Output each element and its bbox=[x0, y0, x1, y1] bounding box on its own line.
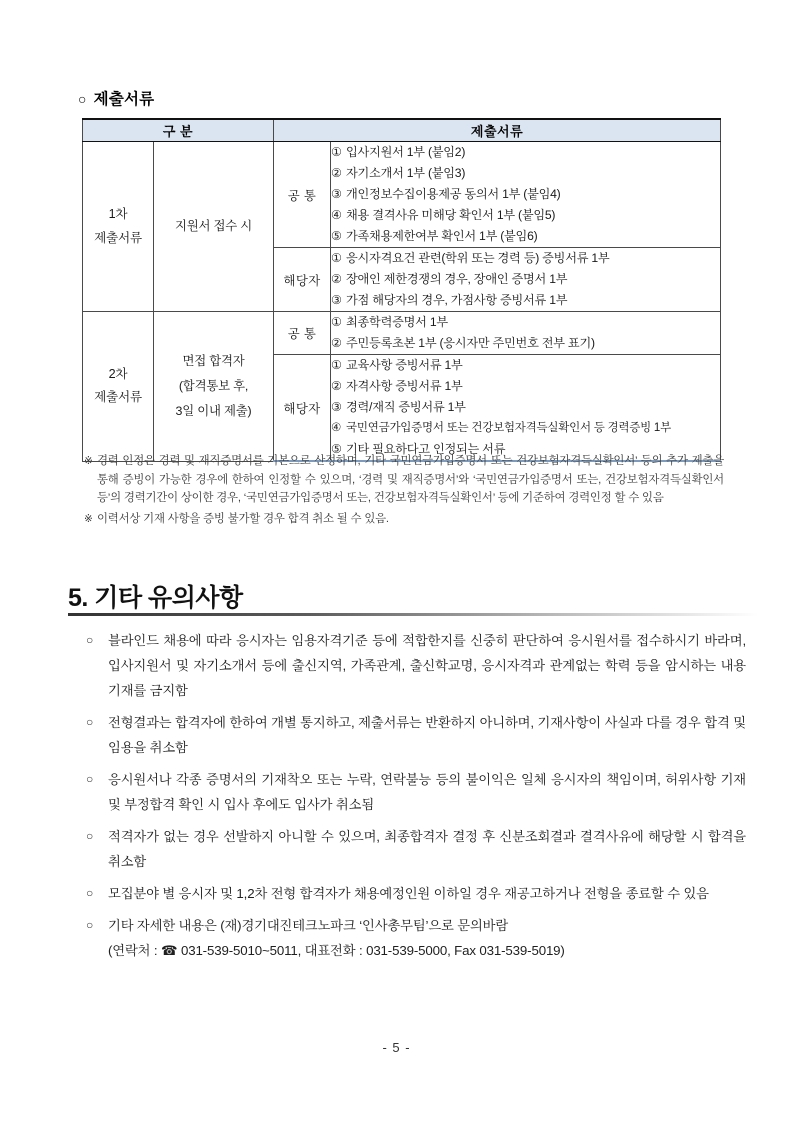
notice-bullet-text bbox=[108, 628, 746, 703]
circle-marker-icon: ○ bbox=[78, 91, 87, 107]
submission-documents-table bbox=[82, 118, 721, 462]
document-item-list bbox=[331, 142, 720, 247]
item-number: ② bbox=[331, 166, 342, 180]
table-cell-document-items bbox=[331, 355, 721, 462]
notice-bullet-text bbox=[108, 710, 746, 760]
notice-bullet bbox=[86, 710, 746, 760]
notice-bullet bbox=[86, 628, 746, 703]
item-number: ③ bbox=[331, 293, 342, 307]
timing-line: (합격통보 후, bbox=[178, 378, 249, 393]
heading-divider bbox=[68, 613, 758, 616]
document-item bbox=[331, 226, 720, 247]
document-item bbox=[331, 376, 720, 397]
item-text: 최종학력증명서 1부 bbox=[346, 315, 448, 329]
item-text: 응시자격요건 관련(학위 또는 경력 등) 증빙서류 1부 bbox=[346, 251, 610, 265]
item-text: 채용 결격사유 미해당 확인서 1부 (붙임5) bbox=[346, 208, 556, 222]
table-row bbox=[83, 312, 721, 355]
notice-bullet-line: 모집분야 별 응시자 및 1,2차 전형 합격자가 채용예정인원 이하일 경우 재공고하거나 전형을 종료할 수 있음 bbox=[108, 886, 709, 901]
notice-bullet bbox=[86, 913, 746, 963]
submission-documents-table-wrap bbox=[82, 118, 720, 462]
item-number: ② bbox=[331, 336, 342, 350]
item-text: 개인정보수집이용제공 동의서 1부 (붙임4) bbox=[346, 187, 561, 201]
submission-notes bbox=[84, 452, 724, 530]
document-item bbox=[331, 163, 720, 184]
table-cell-timing bbox=[154, 312, 274, 462]
document-item bbox=[331, 248, 720, 269]
notice-bullet-line: (연락처 : ☎ 031-539-5010~5011, 대표전화 : 031-539-5000, Fax 031-539-5019) bbox=[108, 943, 565, 958]
item-text: 장애인 제한경쟁의 경우, 장애인 증명서 1부 bbox=[346, 272, 568, 286]
note-item bbox=[84, 452, 724, 508]
item-text: 교육사항 증빙서류 1부 bbox=[346, 358, 463, 372]
document-item bbox=[331, 397, 720, 418]
item-number: ③ bbox=[331, 400, 342, 414]
note-marker-icon: ※ bbox=[84, 512, 93, 525]
submission-heading-text: 제출서류 bbox=[93, 91, 155, 108]
item-text: 기타 필요하다고 인정되는 서류 bbox=[346, 442, 506, 456]
table-cell-document-items bbox=[331, 312, 721, 355]
notice-bullet-line: 전형결과는 합격자에 한하여 개별 통지하고, 제출서류는 반환하지 아니하며, 기재사항이 사실과 다를 경우 합격 및 임용을 취소함 bbox=[108, 715, 746, 755]
table-cell-category bbox=[83, 312, 154, 462]
document-item bbox=[331, 290, 720, 311]
table-cell-group-label: 해당자 bbox=[274, 355, 331, 462]
document-item bbox=[331, 142, 720, 163]
document-item bbox=[331, 205, 720, 226]
item-text: 국민연금가입증명서 또는 건강보험자격득실확인서 등 경력증빙 1부 bbox=[346, 422, 671, 434]
category-line: 2차 bbox=[108, 366, 128, 381]
item-text: 자기소개서 1부 (붙임3) bbox=[346, 166, 466, 180]
item-text: 입사지원서 1부 (붙임2) bbox=[346, 145, 466, 159]
table-cell-group-label: 공 통 bbox=[274, 312, 331, 355]
item-number: ⑤ bbox=[331, 442, 342, 456]
document-item-list bbox=[331, 248, 720, 311]
document-item bbox=[331, 333, 720, 354]
notice-bullet-line: 기타 자세한 내용은 (재)경기대진테크노파크 ‘인사총무팀’으로 문의바람 bbox=[108, 918, 509, 933]
page-title: 5. 기타 유의사항 bbox=[68, 584, 243, 612]
note-item bbox=[84, 510, 724, 529]
item-text: 주민등록초본 1부 (응시자만 주민번호 전부 표기) bbox=[346, 336, 595, 350]
notice-bullet-text bbox=[108, 913, 746, 963]
item-text: 가점 해당자의 경우, 가점사항 증빙서류 1부 bbox=[346, 293, 568, 307]
bullet-marker-icon: ○ bbox=[86, 715, 94, 729]
timing-line: 지원서 접수 시 bbox=[174, 219, 253, 234]
category-line: 제출서류 bbox=[94, 390, 142, 405]
item-number: ② bbox=[331, 272, 342, 286]
timing-line: 3일 이내 제출) bbox=[175, 403, 252, 418]
table-cell-document-items bbox=[331, 248, 721, 312]
table-cell-group-label: 해당자 bbox=[274, 248, 331, 312]
document-item bbox=[331, 418, 720, 439]
notice-bullet bbox=[86, 767, 746, 817]
bullet-marker-icon: ○ bbox=[86, 829, 94, 843]
notice-bullet-line: 블라인드 채용에 따라 응시자는 임용자격기준 등에 적합한지를 신중히 판단하여 응시원서를 접수하시기 바라며, 입사지원서 및 자기소개서 등에 출신지역, 가족관계, 출신학교명, 응시자격과 관계없는 학력 등을 암시하는 내용 기재를 금지함 bbox=[108, 633, 746, 698]
item-text: 자격사항 증빙서류 1부 bbox=[346, 379, 463, 393]
category-line: 1차 bbox=[108, 207, 128, 222]
notice-bullet bbox=[86, 881, 746, 906]
note-text: 이력서상 기재 사항을 증빙 불가할 경우 합격 취소 될 수 있음. bbox=[97, 512, 389, 525]
notice-bullet-line: 적격자가 없는 경우 선발하지 아니할 수 있으며, 최종합격자 결정 후 신분조회결과 결격사유에 해당할 시 합격을 취소함 bbox=[108, 829, 746, 869]
table-header-category: 구 분 bbox=[83, 119, 274, 142]
item-number: ④ bbox=[331, 208, 342, 222]
bullet-marker-icon: ○ bbox=[86, 633, 94, 647]
item-number: ① bbox=[331, 145, 342, 159]
document-item-list bbox=[331, 312, 720, 354]
item-text: 경력/재직 증빙서류 1부 bbox=[346, 400, 466, 414]
submission-heading bbox=[78, 87, 154, 109]
category-line: 제출서류 bbox=[94, 230, 142, 245]
table-row bbox=[83, 142, 721, 248]
note-marker-icon: ※ bbox=[84, 455, 93, 467]
table-cell-timing bbox=[154, 142, 274, 312]
item-text: 가족채용제한여부 확인서 1부 (붙임6) bbox=[346, 229, 538, 243]
document-item bbox=[331, 269, 720, 290]
bullet-marker-icon: ○ bbox=[86, 772, 94, 786]
notice-bullet-line: 응시원서나 각종 증명서의 기재착오 또는 누락, 연락불능 등의 불이익은 일체 응시자의 책임이며, 허위사항 기재 및 부정합격 확인 시 입사 후에도 입사가 취소됨 bbox=[108, 772, 746, 812]
table-header-documents: 제출서류 bbox=[274, 119, 721, 142]
timing-line: 면접 합격자 bbox=[182, 354, 245, 369]
document-item-list bbox=[331, 355, 720, 460]
table-cell-group-label: 공 통 bbox=[274, 142, 331, 248]
item-number: ① bbox=[331, 315, 342, 329]
notice-bullet bbox=[86, 824, 746, 874]
item-number: ④ bbox=[331, 422, 342, 434]
document-item bbox=[331, 312, 720, 333]
page-number: - 5 - bbox=[382, 1040, 411, 1055]
item-number: ① bbox=[331, 358, 342, 372]
table-cell-document-items bbox=[331, 142, 721, 248]
note-text: 경력 인정은 경력 및 재직증명서를 기본으로 산정하며, 기타 국민연금가입증명서 또는 건강보험자격득실확인서’ 등의 추가 제출을 통해 증빙이 가능한 경우에 한하여 인정할 수 있으며, ‘경력 및 재직증명서’와 ‘국민연금가입증명서 또는, 건강보험자격득실확인서 등’의 경력기간이 상이한 경우, ‘국민연금가입증명서 또는, 건강보험자격득실확인서’ 등에 기준하여 경력인정 할 수 있음 bbox=[97, 455, 724, 505]
notice-bullet-text bbox=[108, 767, 746, 817]
table-cell-category bbox=[83, 142, 154, 312]
notice-bullet-text bbox=[108, 824, 746, 874]
notice-bullet-text bbox=[108, 881, 746, 906]
item-number: ⑤ bbox=[331, 229, 342, 243]
document-item bbox=[331, 184, 720, 205]
notice-bullet-list bbox=[86, 628, 746, 970]
table-header-row bbox=[83, 119, 721, 142]
item-number: ② bbox=[331, 379, 342, 393]
item-number: ③ bbox=[331, 187, 342, 201]
bullet-marker-icon: ○ bbox=[86, 886, 94, 900]
document-item bbox=[331, 355, 720, 376]
item-number: ① bbox=[331, 251, 342, 265]
bullet-marker-icon: ○ bbox=[86, 918, 94, 932]
